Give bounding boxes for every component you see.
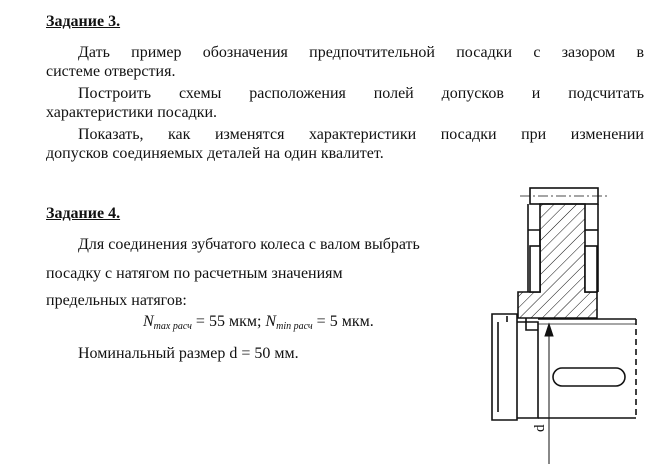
shaft: [492, 314, 636, 420]
task4-heading: Задание 4.: [46, 205, 121, 222]
task3-p2-line2: характеристики посадки.: [46, 104, 218, 121]
task3-p3-line2: допусков соединяемых деталей на один квалитет.: [46, 145, 384, 162]
task3-p3-line1: Показать, как изменятся характеристики посадки при изменении: [78, 126, 644, 143]
nmin-value: = 5 мкм.: [316, 313, 374, 330]
nmin-symbol: N: [265, 313, 277, 330]
task3-p2-line1: Построить схемы расположения полей допусков и подсчитать: [78, 85, 644, 102]
dimension-d: [545, 324, 553, 464]
dimension-label: d: [532, 424, 548, 432]
nmax-symbol: N: [143, 313, 154, 330]
nominal-size: Номинальный размер d = 50 мм.: [78, 345, 299, 362]
gear-section: [518, 188, 608, 318]
nmax-subscript: max расч: [153, 321, 192, 332]
nmax-value: = 55 мкм;: [195, 313, 262, 330]
task4-line3: предельных натягов:: [46, 292, 187, 309]
task4-line2: посадку с натягом по расчетным значениям: [46, 265, 343, 282]
nmin-subscript: min расч: [276, 321, 313, 332]
task3-p1-line2: системе отверстия.: [46, 63, 176, 80]
task3-heading: Задание 3.: [46, 13, 121, 30]
task4-line1: Для соединения зубчатого колеса с валом выбрать: [78, 236, 420, 253]
task3-p1-line1: Дать пример обозначения предпочтительной посадки с зазором в: [78, 44, 644, 61]
